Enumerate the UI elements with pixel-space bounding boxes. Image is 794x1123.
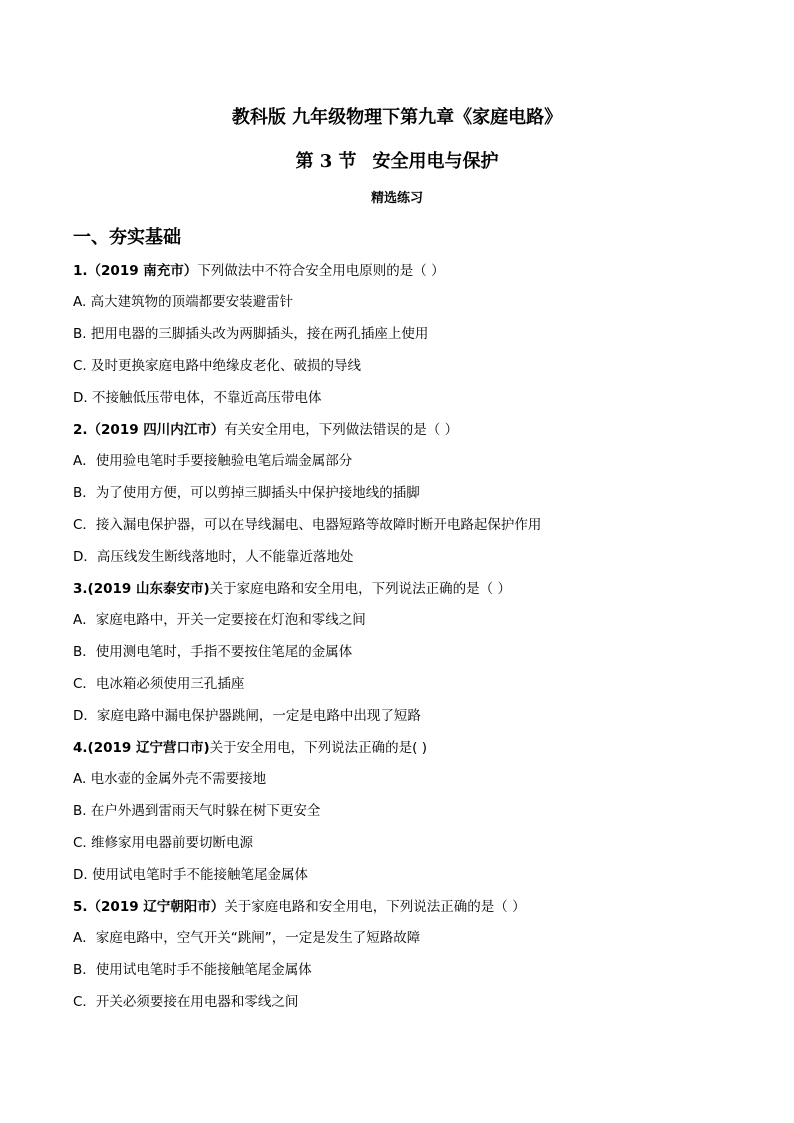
option-c: C. 维修家用电器前要切断电源: [73, 835, 254, 851]
option-d: D．家庭电路中漏电保护器跳闸，一定是电路中出现了短路: [73, 708, 421, 724]
question-source: (2019 山东泰安市): [87, 581, 210, 597]
option-c: C．开关必须要接在用电器和零线之间: [73, 994, 299, 1010]
question-text: 关于家庭电路和安全用电，下列说法正确的是（ ）: [209, 581, 511, 597]
section-title: [0, 147, 794, 173]
option-c: C．电冰箱必须使用三孔插座: [73, 676, 245, 692]
document-subtitle: 精选练习: [370, 191, 423, 206]
option-a: A．家庭电路中，开关一定要接在灯泡和零线之间: [73, 612, 366, 628]
question-number: 5.: [73, 899, 88, 915]
option-a: A. 电水壶的金属外壳不需要接地: [73, 771, 267, 787]
option-b: B. 在户外遇到雷雨天气时躲在树下更安全: [73, 803, 321, 819]
question-text: 关于安全用电，下列说法正确的是( ): [209, 740, 427, 756]
section-name: 安全用电与保护: [372, 151, 499, 172]
option-b: B．使用试电笔时手不能接触笔尾金属体: [73, 962, 312, 978]
option-c: C．接入漏电保护器，可以在导线漏电、电器短路等故障时断开电路起保护作用: [73, 517, 542, 533]
option-d: D．高压线发生断线落地时，人不能靠近落地处: [73, 549, 354, 565]
option-b: B．为了使用方便，可以剪掉三脚插头中保护接地线的插脚: [73, 485, 420, 501]
question-number: 2.: [73, 422, 88, 438]
question-text: 有关安全用电，下列做法错误的是（ ）: [224, 422, 459, 438]
option-b: B. 把用电器的三脚插头改为两脚插头，接在两孔插座上使用: [73, 326, 429, 342]
question-source: （2019 四川内江市）: [87, 422, 225, 438]
question-stem: [73, 262, 445, 280]
option-a: A．使用验电笔时手要接触验电笔后端金属部分: [73, 453, 353, 469]
question-stem: [73, 580, 511, 598]
option-d: D. 使用试电笔时手不能接触笔尾金属体: [73, 867, 308, 883]
document-title: 教科版 九年级物理下第九章《家庭电路》: [231, 107, 563, 128]
question-text: 下列做法中不符合安全用电原则的是（ ）: [197, 263, 445, 279]
question-source: (2019 辽宁营口市): [87, 740, 210, 756]
section-number: 第 3 节: [295, 151, 357, 172]
option-a: A．家庭电路中，空气开关“跳闸”，一定是发生了短路故障: [73, 930, 421, 946]
option-b: B．使用测电笔时，手指不要按住笔尾的金属体: [73, 644, 353, 660]
question-number: 1.: [73, 263, 88, 279]
question-text: 关于家庭电路和安全用电，下列说法正确的是（ ）: [224, 899, 526, 915]
question-number: 4.: [73, 740, 88, 756]
question-source: （2019 辽宁朝阳市）: [87, 899, 225, 915]
option-a: A. 高大建筑物的顶端都要安装避雷针: [73, 294, 294, 310]
question-source: （2019 南充市）: [87, 263, 198, 279]
question-number: 3.: [73, 581, 88, 597]
question-stem: [73, 898, 526, 916]
option-d: D. 不接触低压带电体，不靠近高压带电体: [73, 390, 322, 406]
option-c: C. 及时更换家庭电路中绝缘皮老化、破损的导线: [73, 358, 362, 374]
part-heading: 一、夯实基础: [73, 227, 181, 248]
question-stem: [73, 739, 427, 757]
question-stem: [73, 421, 458, 439]
